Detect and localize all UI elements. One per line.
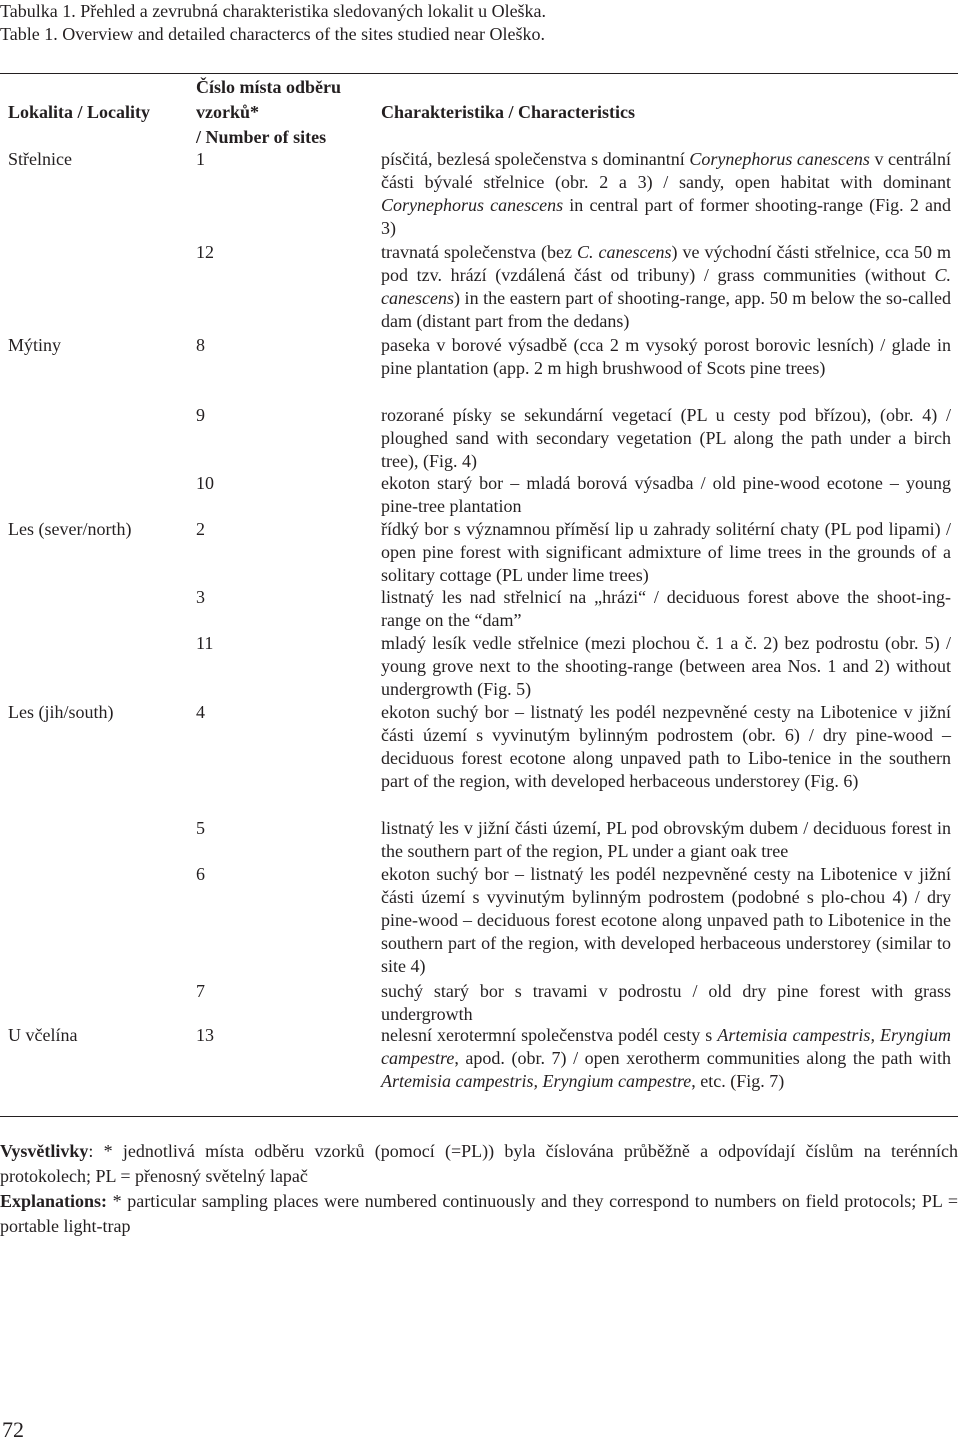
caption-english: Table 1. Overview and detailed charactercs of the sites studied near Oleško.	[0, 24, 546, 44]
row-characteristics: písčitá, bezlesá společenstva s dominantní Corynephorus canescens v centrální části bývalé střelnice (obr. 2 a 3) / sandy, open habitat with dominant Corynephorus canescens in central part of former shooting-range (Fig. 2 and 3)	[381, 149, 952, 238]
row-site-number: 9	[196, 405, 205, 425]
row-characteristics: rozorané písky se sekundární vegetací (PL u cesty pod břízou), (obr. 4) / ploughed sand with secondary vegetation (PL along the path under a birch tree), (Fig. 4)	[381, 405, 951, 471]
header-number-line3: / Number of sites	[196, 127, 327, 147]
notes-czech-text: : * jednotlivá místa odběru vzorků (pomocí (=PL)) byla číslována průběžně a odpovídají číslům na terénních protokolech; PL = přenosný světelný lapač	[0, 1141, 958, 1186]
page-number: 72	[2, 1417, 24, 1442]
table-notes	[0, 1139, 958, 1239]
row-site-number: 7	[196, 981, 205, 1001]
row-site-number: 1	[196, 149, 205, 169]
table-top-rule	[0, 73, 958, 74]
row-site-number: 4	[196, 702, 205, 722]
row-locality: Les (sever/north)	[8, 519, 132, 539]
row-site-number: 6	[196, 864, 205, 884]
row-site-number: 12	[196, 242, 214, 262]
row-locality: Les (jih/south)	[8, 702, 114, 722]
row-locality: Střelnice	[8, 149, 72, 169]
row-characteristics: ekoton starý bor – mladá borová výsadba / old pine-wood ecotone – young pine-tree plantation	[381, 473, 951, 516]
header-number-of-sites	[196, 75, 341, 150]
row-site-number: 10	[196, 473, 214, 493]
row-site-number: 8	[196, 335, 205, 355]
row-site-number: 3	[196, 587, 205, 607]
header-number-line2: vzorků*	[196, 102, 259, 122]
row-site-number: 5	[196, 818, 205, 838]
row-locality: U včelína	[8, 1025, 78, 1045]
row-characteristics: nelesní xerotermní společenstva podél cesty s Artemisia campestris, Eryngium campestre, apod. (obr. 7) / open xerotherm communities along the path with Artemisia campestris, Eryngium campestre, etc. (Fig. 7)	[381, 1025, 952, 1091]
notes-english	[0, 1189, 958, 1239]
row-characteristics: mladý lesík vedle střelnice (mezi plochou č. 1 a č. 2) bez podrostu (obr. 5) / young grove next to the shooting-range (between area Nos. 1 and 2) without undergrowth (Fig. 5)	[381, 633, 951, 699]
row-characteristics: listnatý les v jižní části území, PL pod obrovským dubem / deciduous forest in the southern part of the region, PL under a giant oak tree	[381, 818, 951, 861]
notes-english-label: Explanations:	[0, 1191, 108, 1211]
notes-czech-label: Vysvětlivky	[0, 1141, 89, 1161]
row-site-number: 2	[196, 519, 205, 539]
row-characteristics: suchý starý bor s travami v podrostu / old dry pine forest with grass undergrowth	[381, 981, 951, 1024]
caption-czech: Tabulka 1. Přehled a zevrubná charakteristika sledovaných lokalit u Oleška.	[0, 1, 547, 21]
row-characteristics: paseka v borové výsadbě (cca 2 m vysoký porost borovic lesních) / glade in pine plantation (app. 2 m high brushwood of Scots pine trees)	[381, 335, 951, 378]
notes-czech	[0, 1139, 958, 1189]
header-characteristics: Charakteristika / Characteristics	[381, 102, 635, 122]
notes-english-text: * particular sampling places were numbered continuously and they correspond to numbers on field protocols; PL = portable light-trap	[0, 1191, 958, 1236]
row-site-number: 11	[196, 633, 214, 653]
row-site-number: 13	[196, 1025, 214, 1045]
row-characteristics: listnatý les nad střelnicí na „hrázi“ / deciduous forest above the shoot-ing-range on the “dam”	[381, 587, 951, 630]
row-characteristics: ekoton suchý bor – listnatý les podél nezpevněné cesty na Libotenice v jižní části území s vyvinutým bylinným podrostem (obr. 6) / dry pine-wood – deciduous forest ecotone along unpaved path to Libo-tenice in the southern part of the region, with developed herbaceous understorey (Fig. 6)	[381, 702, 951, 791]
table-bottom-rule	[0, 1116, 958, 1117]
header-locality: Lokalita / Locality	[8, 102, 151, 122]
row-characteristics: ekoton suchý bor – listnatý les podél nezpevněné cesty na Libotenice v jižní části území s vyvinutým bylinným podrostem (podobné s plo-chou 4) / dry pine-wood – deciduous forest ecotone along unpaved path to Libotenice in the southern part of the region, with developed herbaceous understorey (similar to site 4)	[381, 864, 951, 976]
row-characteristics: travnatá společenstva (bez C. canescens) ve východní části střelnice, cca 50 m pod tzv. hrází (vzdálená část od tribuny) / grass communities (without C. canescens) in the eastern part of shooting-range, app. 50 m below the so-called dam (distant part from the dedans)	[381, 242, 951, 331]
table-caption	[0, 0, 960, 46]
row-characteristics: řídký bor s významnou příměsí lip u zahrady solitérní chaty (PL pod lipami) / open pine forest with significant admixture of lime trees in the grounds of a solitary cottage (PL under lime trees)	[381, 519, 951, 585]
row-locality: Mýtiny	[8, 335, 62, 355]
header-number-line1: Číslo místa odběru	[196, 77, 342, 97]
